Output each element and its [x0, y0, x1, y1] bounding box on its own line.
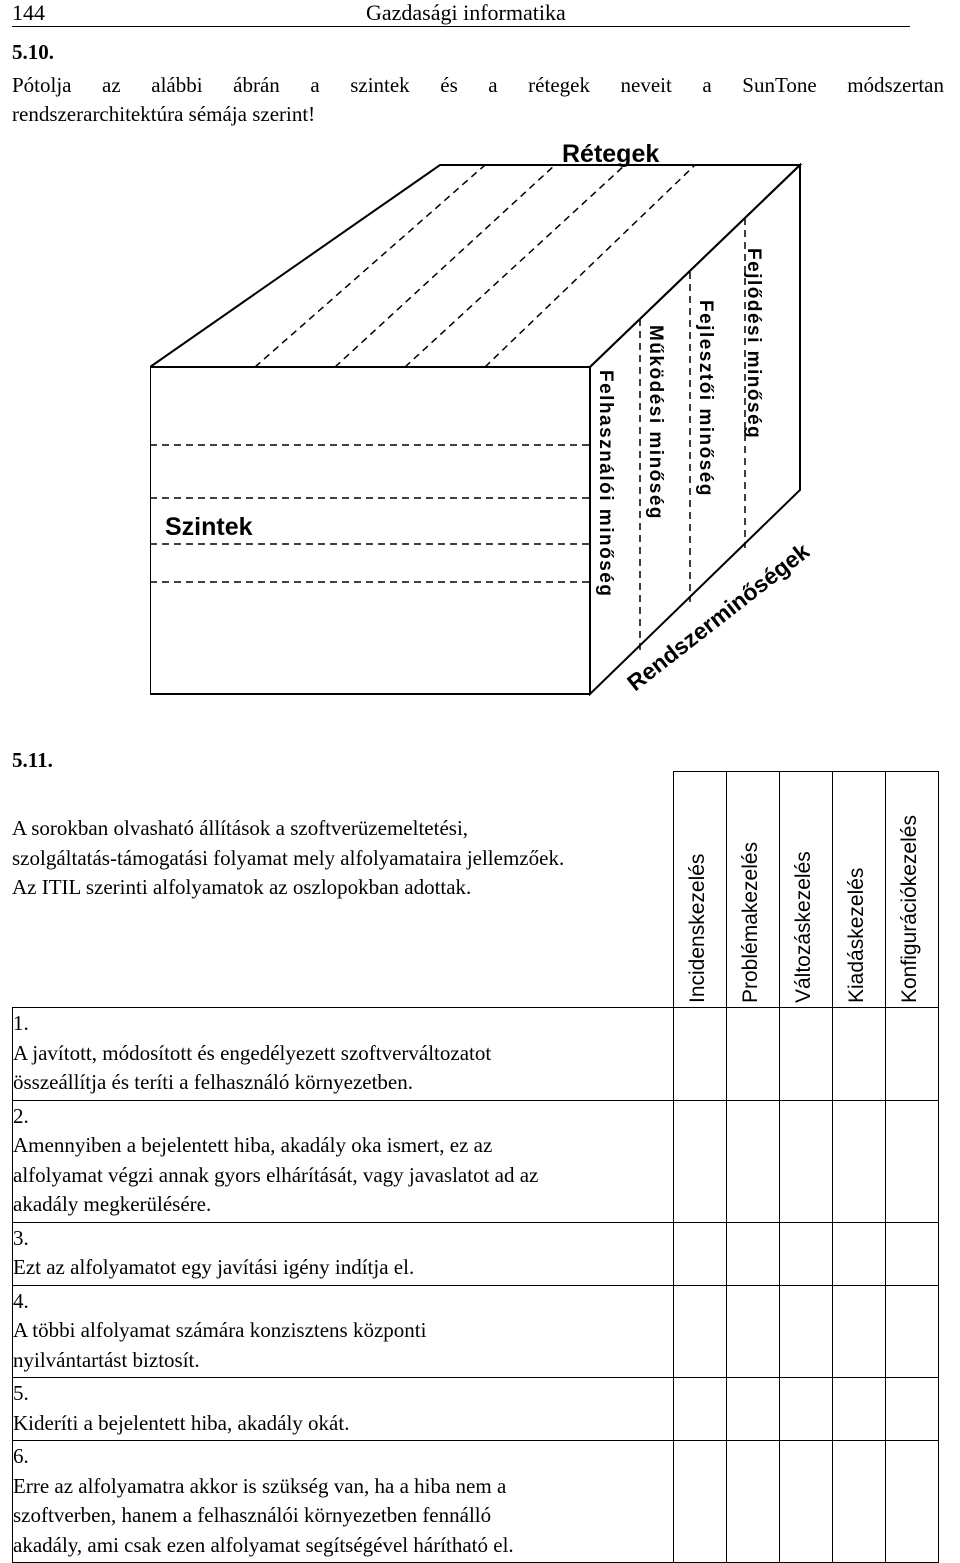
answer-cell[interactable]	[780, 1100, 833, 1222]
answer-cell[interactable]	[886, 1008, 939, 1101]
cube-right-face	[590, 165, 800, 694]
row-text: akadály megkerülésére.	[13, 1192, 212, 1216]
table-row	[13, 1441, 939, 1563]
table-row	[13, 1222, 939, 1285]
answer-cell[interactable]	[674, 1100, 727, 1222]
answer-cell[interactable]	[833, 1008, 886, 1101]
row-text: nyilvántartást biztosít.	[13, 1347, 200, 1372]
answer-cell[interactable]	[780, 1285, 833, 1378]
answer-cell[interactable]	[833, 1285, 886, 1378]
row-number: 5.	[13, 1381, 29, 1405]
levels-label: Szintek	[165, 513, 253, 541]
answer-cell[interactable]	[886, 1441, 939, 1563]
answer-cell[interactable]	[727, 1441, 780, 1563]
side-label: Fejlesztői minőség	[695, 300, 716, 497]
answer-cell[interactable]	[833, 1222, 886, 1285]
column-header: Változáskezelés	[780, 772, 833, 1008]
row-text: A többi alfolyamat számára konzisztens központi	[13, 1318, 427, 1342]
exercise-number: 5.10.	[12, 40, 54, 64]
table-row	[13, 1285, 939, 1378]
layer-line	[405, 165, 625, 367]
column-header: Incidenskezelés	[674, 772, 727, 1008]
exercise-text-line: Pótolja az alábbi ábrán a szintek és a rétegek neveit a SunTone módszertan	[12, 73, 944, 97]
layers-label: Rétegek	[562, 140, 660, 168]
answer-cell[interactable]	[780, 1441, 833, 1563]
answer-cell[interactable]	[833, 1100, 886, 1222]
answer-cell[interactable]	[886, 1222, 939, 1285]
system-qualities-label: Rendszerminőségek	[622, 537, 810, 696]
layer-line	[255, 165, 485, 367]
row-text: A javított, módosított és engedélyezett szoftverváltozatot	[13, 1040, 492, 1065]
row-number: 3.	[13, 1225, 29, 1250]
side-label: Működési minőség	[645, 325, 666, 521]
column-header: Kiadáskezelés	[833, 772, 886, 1008]
exercise-number: 5.11.	[12, 748, 53, 772]
intro-line: Az ITIL szerinti alfolyamatok az oszlopokban adottak.	[12, 875, 472, 899]
row-text: Amennyiben a bejelentett hiba, akadály oka ismert, ez az	[13, 1133, 493, 1157]
answer-cell[interactable]	[674, 1008, 727, 1101]
row-text: Erre az alfolyamatra akkor is szükség van, ha a hiba nem a	[13, 1473, 507, 1498]
row-number: 6.	[13, 1444, 29, 1468]
row-text: Ezt az alfolyamatot egy javítási igény indítja el.	[13, 1255, 415, 1279]
running-title: Gazdasági informatika	[366, 0, 566, 25]
row-text: összeállítja és teríti a felhasználó környezetben.	[13, 1070, 413, 1094]
row-text: szoftverben, hanem a felhasználói környezetben fennálló	[13, 1503, 492, 1527]
answer-cell[interactable]	[727, 1222, 780, 1285]
row-text: akadály, ami csak ezen alfolyamat segítségével hárítható el.	[13, 1532, 514, 1557]
column-header: Konfigurációkezelés	[886, 772, 939, 1008]
answer-cell[interactable]	[727, 1285, 780, 1378]
answer-cell[interactable]	[674, 1285, 727, 1378]
table-row	[13, 1008, 939, 1101]
answer-cell[interactable]	[674, 1441, 727, 1563]
side-label: Felhasználói minőség	[595, 370, 616, 598]
header-row	[13, 772, 939, 1008]
answer-cell[interactable]	[780, 1222, 833, 1285]
suntone-cube-diagram	[150, 120, 810, 725]
answer-cell[interactable]	[886, 1100, 939, 1222]
intro-line: szolgáltatás-támogatási folyamat mely alfolyamataira jellemzőek.	[12, 845, 565, 870]
page-number: 144	[12, 0, 45, 25]
page-header	[12, 0, 910, 27]
row-number: 2.	[13, 1103, 29, 1128]
row-text: Kideríti a bejelentett hiba, akadály okát.	[13, 1410, 350, 1435]
exercise-text-line: rendszerarchitektúra sémája szerint!	[12, 102, 316, 126]
process-matrix	[12, 771, 939, 1563]
answer-cell[interactable]	[780, 1008, 833, 1101]
row-number: 4.	[13, 1288, 29, 1313]
intro-line: A sorokban olvasható állítások a szoftverüzemeltetési,	[12, 816, 469, 840]
table-row	[13, 1100, 939, 1222]
row-text: alfolyamat végzi annak gyors elhárítását, vagy javaslatot ad az	[13, 1162, 539, 1187]
answer-cell[interactable]	[727, 1008, 780, 1101]
answer-cell[interactable]	[886, 1285, 939, 1378]
layer-line	[335, 165, 555, 367]
column-header: Problémakezelés	[727, 772, 780, 1008]
answer-cell[interactable]	[674, 1222, 727, 1285]
side-label: Fejlődési minőség	[743, 248, 764, 440]
row-number: 1.	[13, 1011, 29, 1035]
answer-cell[interactable]	[833, 1441, 886, 1563]
answer-cell[interactable]	[727, 1100, 780, 1222]
